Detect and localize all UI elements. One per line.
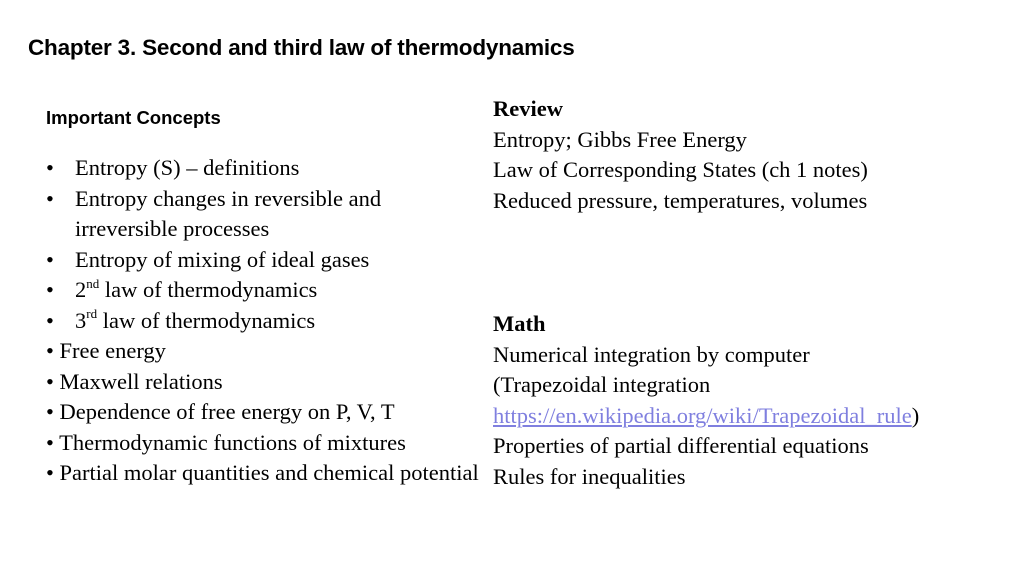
right-column [493,94,1013,489]
math-link-line [493,401,919,432]
list-item: • Partial molar quantities and chemical potential [46,460,479,485]
review-line: Law of Corresponding States (ch 1 notes) [493,157,868,182]
list-item: • Entropy changes in reversible and irreversible processes [46,184,486,245]
list-item: • 3rd law of thermodynamics [46,306,486,337]
math-line: Rules for inequalities [493,463,686,489]
list-item: • Entropy (S) – definitions [46,153,486,184]
trapezoidal-rule-link[interactable]: https://en.wikipedia.org/wiki/Trapezoidal_rule [493,402,912,428]
math-heading: Math [493,311,546,336]
math-section [493,309,919,492]
math-line: (Trapezoidal integration [493,372,711,397]
list-item: • Maxwell relations [46,368,223,394]
link-suffix: ) [911,402,920,428]
math-line: Properties of partial differential equations [493,433,869,458]
list-item: • Entropy of mixing of ideal gases [46,245,486,276]
list-item: • Dependence of free energy on P, V, T [46,399,395,424]
review-heading: Review [493,96,563,121]
review-line: Entropy; Gibbs Free Energy [493,126,747,152]
concepts-list [46,153,486,489]
math-line: Numerical integration by computer [493,341,810,367]
important-concepts-section [46,103,486,489]
review-line: Reduced pressure, temperatures, volumes [493,187,868,213]
list-item: • Thermodynamic functions of mixtures [46,429,406,455]
list-item: • Free energy [46,338,166,363]
list-item: • 2nd law of thermodynamics [46,275,486,306]
review-section [493,94,1013,216]
concepts-heading: Important Concepts [46,107,221,128]
slide-title: Chapter 3. Second and third law of thermodynamics [28,35,575,60]
